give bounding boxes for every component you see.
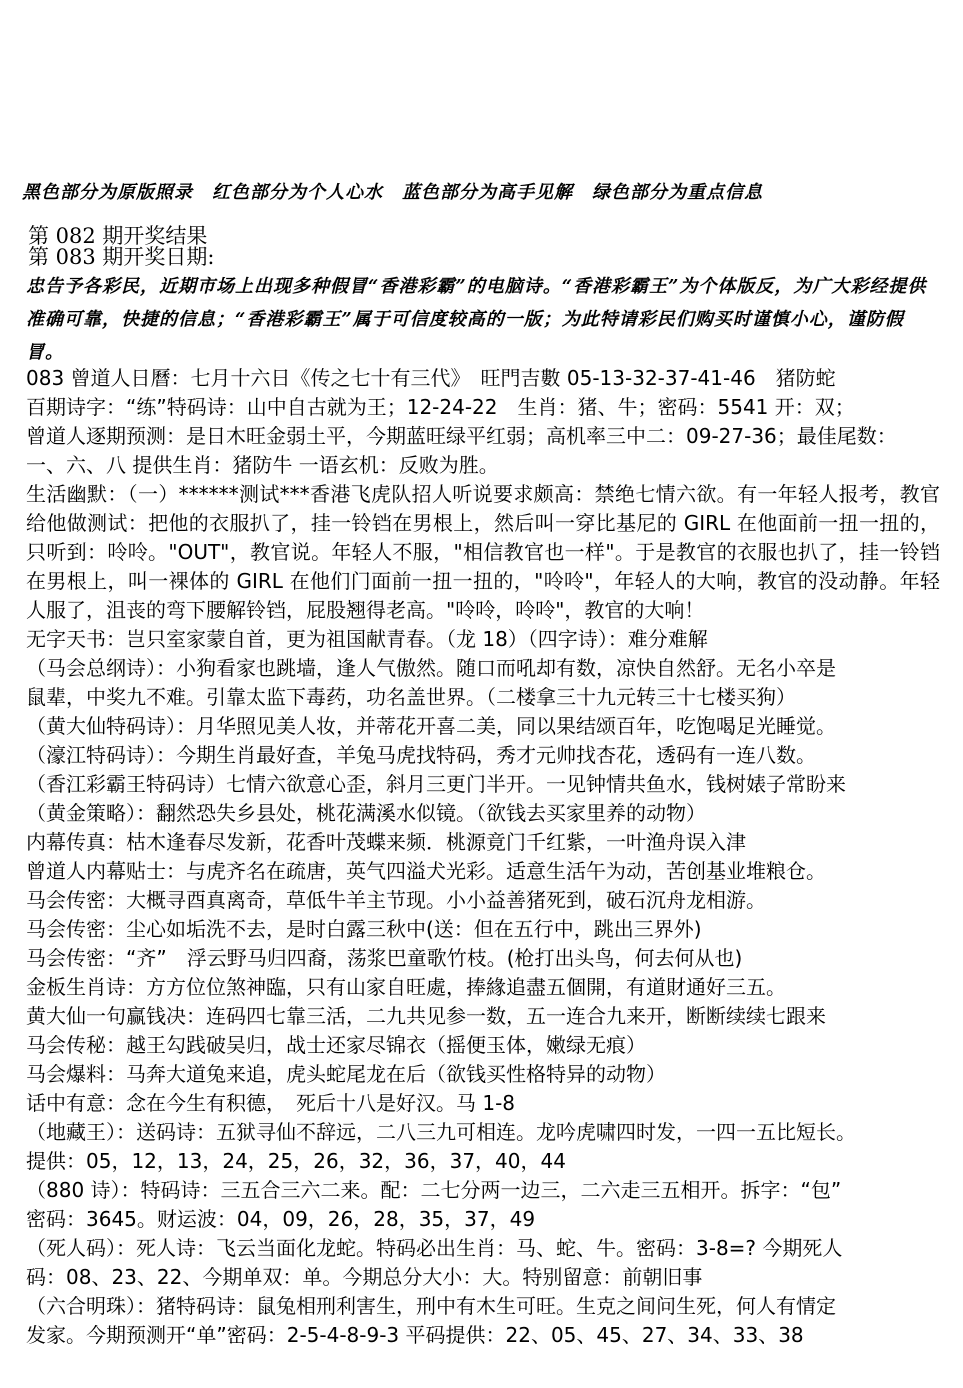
text-line: 话中有意：念在今生有积德， 死后十八是好汉。马 1-8 — [26, 1091, 516, 1115]
text-line: 密码：3645。财运波：04，09，26，28，35，37，49 — [26, 1207, 536, 1231]
text-line: （地藏王）：送码诗：五狱寻仙不辞远，二八三九可相连。龙吟虎啸四时发，一四一五比短长。 — [26, 1120, 856, 1144]
text-line: （香江彩霸王特码诗）七情六欲意心歪，斜月三更门半开。一见钟情共鱼水，钱树婊子常盼来 — [26, 772, 846, 796]
warning-notice: 忠告予各彩民，近期市场上出现多种假冒“香港彩霸”的电脑诗。“香港彩霸王”为个体版反，为广大彩经提供准确可靠，快捷的信息；“香港彩霸王”属于可信度较高的一版；为此特请彩民们购买时谨慎小心，谨防假冒。 — [26, 276, 927, 363]
prediction-line: 曾道人逐期预测：是日木旺金弱土平，今期蓝旺绿平红弱；高机率三中二：09-27-36；最佳尾数： — [26, 424, 897, 448]
text-line: （880 诗）：特码诗：三五合三六二来。配：二七分两一边三，二六走三五相开。拆字：“包” — [26, 1178, 842, 1202]
text-line: （黄大仙特码诗）：月华照见美人妆，并蒂花开喜二美，同以果结颂百年，吃饱喝足光睡觉。 — [26, 714, 836, 738]
text-line: 鼠辈，中奖九不难。引靠太监下毒药，功名盖世界。（二楼拿三十九元转三十七楼买狗） — [26, 685, 796, 709]
text-line: （马会总纲诗）：小狗看家也跳墙，逢人气傲然。随口而吼却有数，凉快自然舒。无名小卒是 — [26, 656, 836, 680]
color-legend: 黑色部分为原版照录 红色部分为个人心水 蓝色部分为高手见解 绿色部分为重点信息 — [22, 182, 763, 203]
text-line: 金板生肖诗：方方位位煞神臨，只有山家自旺處，捧緣追盡五個開，有道財通好三五。 — [26, 975, 786, 999]
text-line: 马会传密：“齐” 浮云野马归四裔，荡浆巴童歌竹枝。(枪打出头鸟，何去何从也) — [26, 946, 743, 970]
text-line: 马会传密：尘心如垢洗不去，是时白露三秋中(送：但在五行中，跳出三界外) — [26, 917, 702, 941]
result-line-082: 第 082 期开奖结果 — [28, 224, 208, 248]
text-line: 曾道人内幕贴士：与虎齐名在疏唐，英气四溢犬光彩。适意生活午为动，苦创基业堆粮仓。 — [26, 859, 826, 883]
date-line-083: 第 083 期开奖日期: — [28, 245, 215, 269]
zodiac-tip-line: 一、六、八 提供生肖：猪防牛 一语玄机：反败为胜。 — [26, 453, 499, 477]
text-line: 码：08、23、22、今期单双：单。今期总分大小：大。特别留意：前朝旧事 — [26, 1265, 703, 1289]
text-line: 提供：05，12，13，24，25，26，32，36，37，40，44 — [26, 1149, 566, 1173]
hundred-issue-poem: 百期诗字：“练”特码诗：山中自古就为王；12-24-22 生肖：猪、牛；密码：5541 开：双； — [26, 395, 855, 419]
draw-results — [28, 226, 938, 268]
text-line: 马会传密：大概寻酉真离奇，草低牛羊主节现。小小益善猪死到，破石沉舟龙相游。 — [26, 888, 766, 912]
text-line: （濠江特码诗）：今期生肖最好查，羊兔马虎找特码，秀才元帅找杏花，透码有一连八数。 — [26, 743, 816, 767]
text-line: （黄金策略）：翻然恐失乡县处，桃花满溪水似镜。（欲钱去买家里养的动物） — [26, 801, 706, 825]
text-line: 马会传秘：越王勾践破吴归，战士还家尽锦衣（摇便玉体，嫩绿无痕） — [26, 1033, 646, 1057]
calendar-line: 083 曾道人日曆：七月十六日《传之七十有三代》 旺門吉數 05-13-32-37-41-46 猪防蛇 — [26, 366, 836, 390]
text-line: 马会爆料：马奔大道兔来追，虎头蛇尾龙在后（欲钱买性格特异的动物） — [26, 1062, 666, 1086]
main-content — [26, 364, 940, 1350]
text-line: （六合明珠）：猪特码诗：鼠兔相刑利害生，刑中有木生可旺。生克之间问生死，何人有情定 — [26, 1294, 836, 1318]
text-line: 黄大仙一句赢钱决：连码四七靠三活，二九共见参一数，五一连合九来开，断断续续七跟来 — [26, 1004, 826, 1028]
text-line: （死人码）：死人诗：飞云当面化龙蛇。特码必出生肖：马、蛇、牛。密码：3-8=? 今期死人 — [26, 1236, 843, 1260]
text-line: 无字天书：岂只室家蒙自首，更为祖国献青春。（龙 18）（四字诗）：难分难解 — [26, 627, 708, 651]
text-line: 内幕传真：枯木逢春尽发新，花香叶茂蝶来频．桃源竟门千红紫，一叶渔舟误入津 — [26, 830, 746, 854]
text-line: 发家。今期预测开“单”密码：2-5-4-8-9-3 平码提供：22、05、45、27、34、33、38 — [26, 1323, 804, 1347]
humor-paragraph: 生活幽默：（一）******测试***香港飞虎队招人听说要求颇高：禁绝七情六欲。有一年轻人报考，教官给他做测试：把他的衣服扒了，挂一铃铛在男根上，然后叫一穿比基尼的 GIRL 在他面前一扭一扭的，只听到：呤呤。"OUT"，教官说。年轻人不服，"相信教官也一样"。于是教官的衣服也扒了，挂一铃铛在男根上，叫一裸体的 GIRL 在他们门面前一扭一扭的，"呤呤"，年轻人的大响，教官的没动静。年轻人服了，沮丧的弯下腰解铃铛，屁股翘得老高。"呤呤，呤呤"，教官的大响！ — [26, 482, 940, 622]
